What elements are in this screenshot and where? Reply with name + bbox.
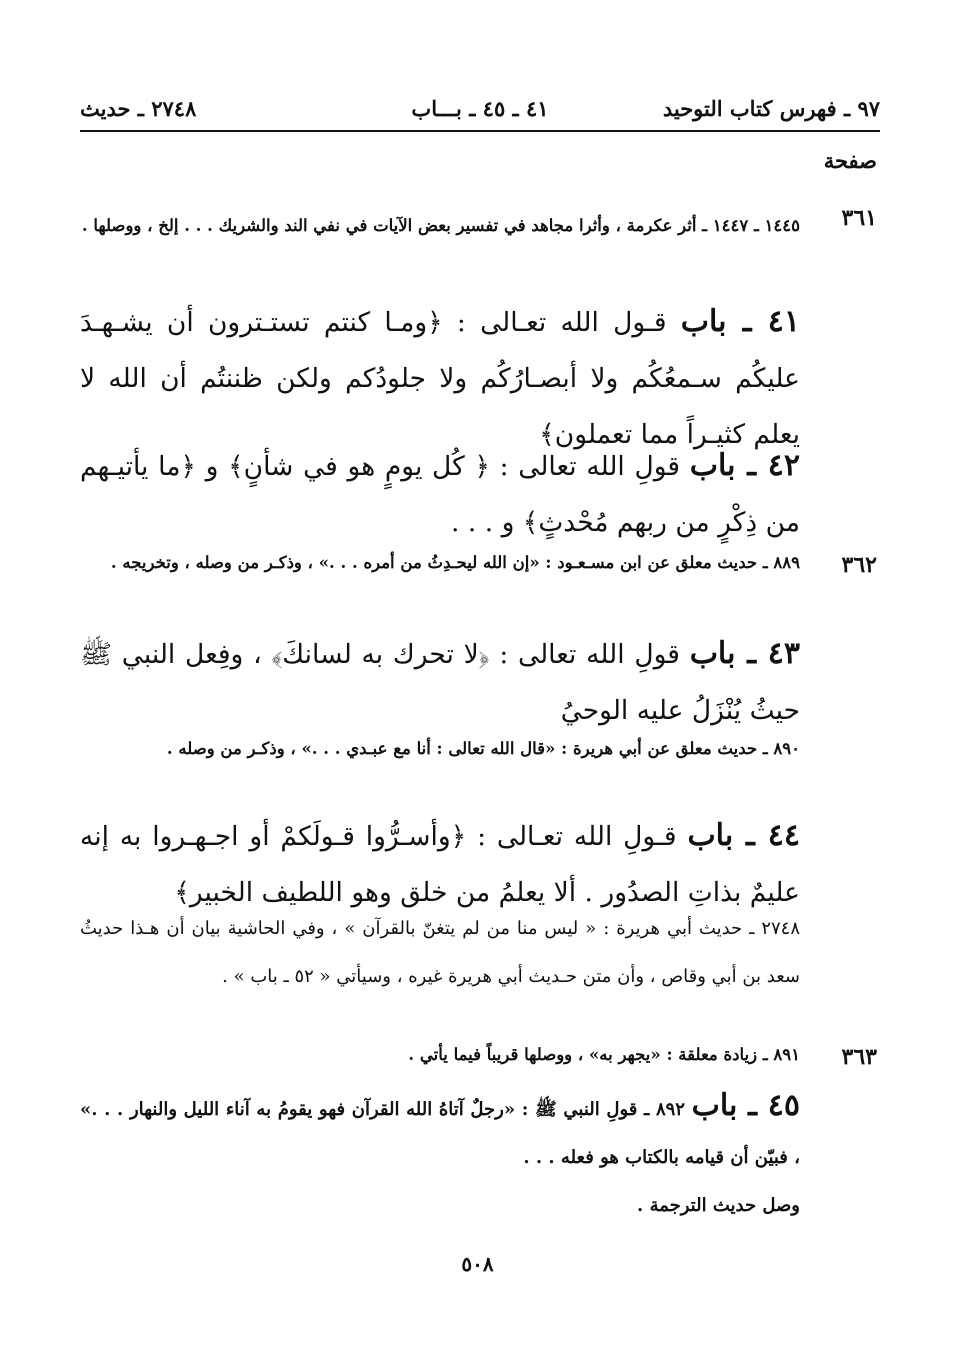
bab-45 [80,1082,800,1182]
entry-2748: ٢٧٤٨ ـ حديث أبي هريرة : « ليس منا من لم يتغنّ بالقرآن » ، وفي الحاشية بيان أن هـذا حديثُ سعد بن أبي وقاص ، وأن متن حـديث أبي هريرة غيره ، وسيأتي « ٥٢ ـ باب » . [80,918,801,987]
bab-42-label: ٤٢ ـ باب [689,448,800,483]
running-header [80,96,880,128]
header-rule [80,130,880,132]
bab-41-label: ٤١ ـ باب [680,304,800,339]
bab-45-label: ٤٥ ـ باب [691,1088,800,1123]
bab-45-text: ٨٩٢ ـ قولِ النبي ﷺ : «رجلٌ آتاهُ الله القرآن فهو يقومُ به آناء الليل والنهار . . .» ، فبيّن أن قيامه بالكتاب هو فعله . . . [80,1099,800,1168]
bab-43-text: قولِ الله تعالى : ﴿لا تحرك به لسانكَ﴾ ، وفِعل النبي ﷺ حيثُ يُنْزَلُ عليه الوحيُ [80,639,800,726]
entry-890: ٨٩٠ ـ حديث معلق عن أبي هريرة : «قال الله تعالى : أنا مع عبـدي . . .» ، وذكـر من وصله . [166,739,800,758]
bab-43-label: ٤٣ ـ باب [689,636,800,671]
bab-43 [80,626,800,739]
page-column-label: صفحة [823,148,877,173]
entry-889: ٨٨٩ ـ حديث معلق عن ابن مسـعـود : «إن الله ليحـدِثُ من أمره . . .» ، وذكـر من وصله ، وتخريجه . [110,553,800,572]
bab-44-label: ٤٤ ـ باب [687,818,800,853]
page-ref-361: ٣٦١ [841,205,877,231]
page-ref-363: ٣٦٣ [841,1044,877,1070]
entry-tarjama: وصل حديث الترجمة . [637,1195,800,1216]
bab-42 [80,438,800,551]
entry-1445: ١٤٤٥ ـ ١٤٤٧ ـ أثر عكرمة ، وأثرا مجاهد في تفسير بعض الآيات في نفي الند والشريك . . . إلخ ، ووصلها . [81,216,800,235]
header-chapter-title: ٩٧ ـ فهرس كتاب التوحيد [662,96,880,121]
page-ref-362: ٣٦٢ [841,552,877,578]
entry-891: ٨٩١ ـ زيادة معلقة : «يجهر به» ، ووصلها قريباً فيما يأتي . [408,1045,800,1064]
header-bab-range: ٤١ ـ ٤٥ ـ بـــاب [411,96,549,121]
bab-41-text: قـول الله تعـالى : ﴿ومـا كنتم تستـترون أن يشـهـدَ عليكُم سـمعُكُم ولا أبصـارُكُم ولا جلودُكم ولكن ظننتُم أن الله لا يعلم كثيـراً مما تعملون﴾ [80,307,800,450]
page-number: ٥٠٨ [461,1252,494,1276]
header-hadith-number: ٢٧٤٨ ـ حديث [80,96,197,121]
bab-44-text: قـولِ الله تعـالى : ﴿وأسـرُّوا قـولَكمْ أو اجـهـروا به إنه عليمٌ بذاتِ الصدُور . ألا يعلمُ من خلق وهو اللطيف الخبير﴾ [80,821,800,908]
bab-42-text: قولِ الله تعالى : ﴿ كُل يومٍ هو في شأنٍ﴾ و ﴿ما يأتيـهم من ذِكْرٍ من ربهم مُحْدثٍ﴾ و . . . [80,451,800,538]
